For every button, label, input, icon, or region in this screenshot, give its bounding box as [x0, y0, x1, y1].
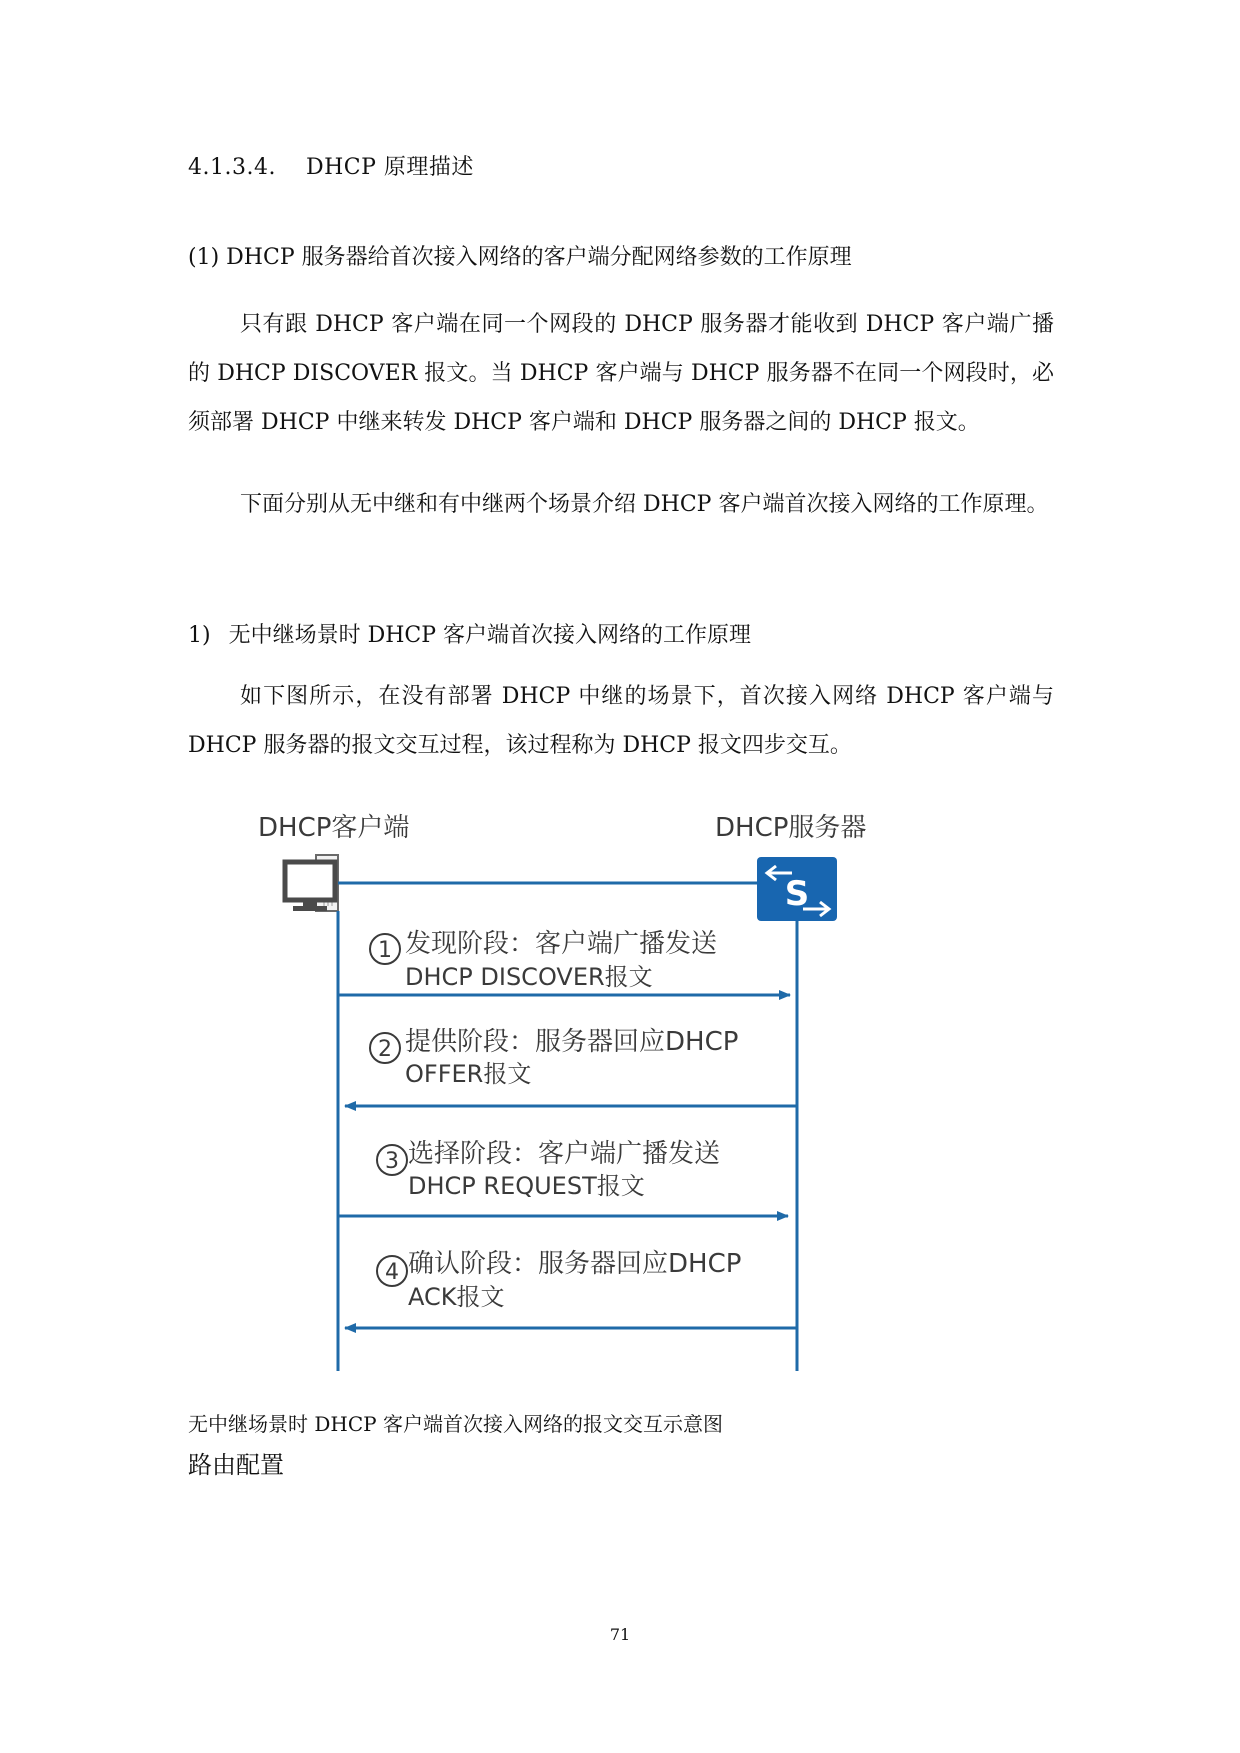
dhcp-sequence-diagram	[240, 805, 900, 1390]
step-number: 3	[385, 1149, 399, 1174]
section-heading	[188, 150, 474, 181]
step-3	[338, 1139, 788, 1216]
section-title: DHCP 原理描述	[305, 155, 474, 180]
step-message: DHCP DISCOVER报文	[405, 963, 653, 991]
step-4	[345, 1249, 797, 1328]
list-heading-text: 无中继场景时 DHCP 客户端首次接入网络的工作原理	[228, 623, 752, 648]
server-switch-icon	[757, 857, 837, 921]
server-icon-letter: S	[784, 874, 810, 914]
step-number: 2	[378, 1037, 392, 1062]
server-label: DHCP服务器	[715, 813, 867, 843]
page-number: 71	[609, 1625, 631, 1644]
paragraph-1: 只有跟 DHCP 客户端在同一个网段的 DHCP 服务器才能收到 DHCP 客户端广播的 DHCP DISCOVER 报文。当 DHCP 客户端与 DHCP 服务器不在同一个网段时，必须部署 DHCP 中继来转发 DHCP 客户端和 DHCP 服务器之间的 DHCP 报文。	[188, 312, 1054, 435]
computer-icon	[285, 855, 338, 911]
step-number: 4	[385, 1260, 399, 1285]
sub-heading: (1) DHCP 服务器给首次接入网络的客户端分配网络参数的工作原理	[188, 245, 852, 270]
list-heading	[188, 618, 751, 649]
step-title: 发现阶段：客户端广播发送	[405, 929, 718, 959]
list-number: 1)	[188, 623, 211, 648]
step-message: OFFER报文	[405, 1060, 532, 1088]
step-title: 确认阶段：服务器回应DHCP	[408, 1249, 742, 1279]
client-label: DHCP客户端	[258, 813, 410, 843]
paragraph-2: 下面分别从无中继和有中继两个场景介绍 DHCP 客户端首次接入网络的工作原理。	[240, 492, 1049, 517]
sequence-diagram-svg	[240, 805, 900, 1390]
next-section-text: 路由配置	[188, 1451, 284, 1479]
figure-caption: 无中继场景时 DHCP 客户端首次接入网络的报文交互示意图	[188, 1412, 723, 1436]
step-title: 提供阶段：服务器回应DHCP	[405, 1027, 739, 1057]
step-number: 1	[378, 938, 392, 963]
step-message: ACK报文	[408, 1283, 505, 1311]
paragraph-intro: 如下图所示，在没有部署 DHCP 中继的场景下，首次接入网络 DHCP 客户端与 DHCP 服务器的报文交互过程，该过程称为 DHCP 报文四步交互。	[188, 684, 1054, 758]
step-message: DHCP REQUEST报文	[408, 1172, 645, 1200]
step-2	[345, 1027, 797, 1106]
section-number: 4.1.3.4.	[188, 155, 276, 180]
step-1	[338, 929, 790, 995]
step-title: 选择阶段：客户端广播发送	[408, 1139, 721, 1169]
